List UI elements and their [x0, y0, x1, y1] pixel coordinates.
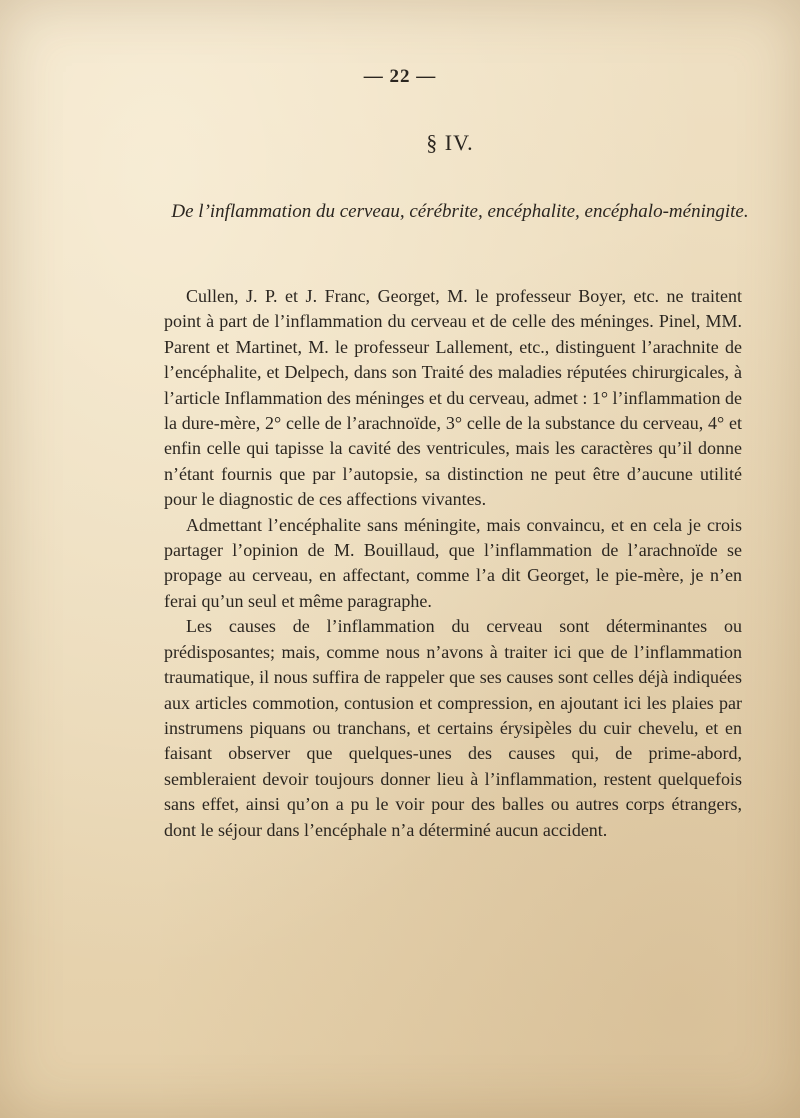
- page-number: — 22 —: [363, 66, 437, 87]
- body-text: [164, 284, 742, 843]
- section-title: De l’inflammation du cerveau, cérébrite, encéphalite, encéphalo-méningite.: [171, 201, 749, 222]
- paragraph-3: Les causes de l’inflammation du cerveau sont déterminantes ou prédisposantes; mais, comme nous n’avons à traiter ici que de l’inflammation traumatique, il nous suffira de rappeler que ses causes sont celles déjà indiquées aux articles commotion, contusion et compression, en ajoutant ici les plaies par instrumens piquans ou tranchans, et certains érysipèles du cuir chevelu, et en faisant observer que quelques-unes des causes qui, de prime-abord, sembleraient devoir toujours donner lieu à l’inflammation, restent quelquefois sans effet, ainsi qu’on a pu le voir pour des balles ou autres corps étrangers, dont le séjour dans l’encéphale n’a déterminé aucun accident.: [164, 616, 742, 840]
- paragraph-1: Cullen, J. P. et J. Franc, Georget, M. le professeur Boyer, etc. ne traitent point à part de l’inflammation du cerveau et de celle des méninges. Pinel, MM. Parent et Martinet, M. le professeur Lallement, etc., distinguent l’arachnite de l’encéphalite, et Delpech, dans son Traité des maladies réputées chirurgicales, à l’article Inflammation des méninges et du cerveau, admet : 1° l’inflammation de la dure-mère, 2° celle de l’arachnoïde, 3° celle de la substance du cerveau, 4° et enfin celle qui tapisse la cavité des ventricules, mais les caractères qu’il donne n’étant fournis que par l’autopsie, sa distinction ne peut être d’aucune utilité pour le diagnostic de ces affections vivantes.: [164, 286, 742, 510]
- section-marker: § IV.: [426, 130, 474, 155]
- paragraph-2: Admettant l’encéphalite sans méningite, mais convaincu, et en cela je crois partager l’opinion de M. Bouillaud, que l’inflammation de l’arachnoïde se propage au cerveau, en affectant, comme l’a dit Georget, le pie-mère, je n’en ferai qu’un seul et même paragraphe.: [164, 514, 742, 611]
